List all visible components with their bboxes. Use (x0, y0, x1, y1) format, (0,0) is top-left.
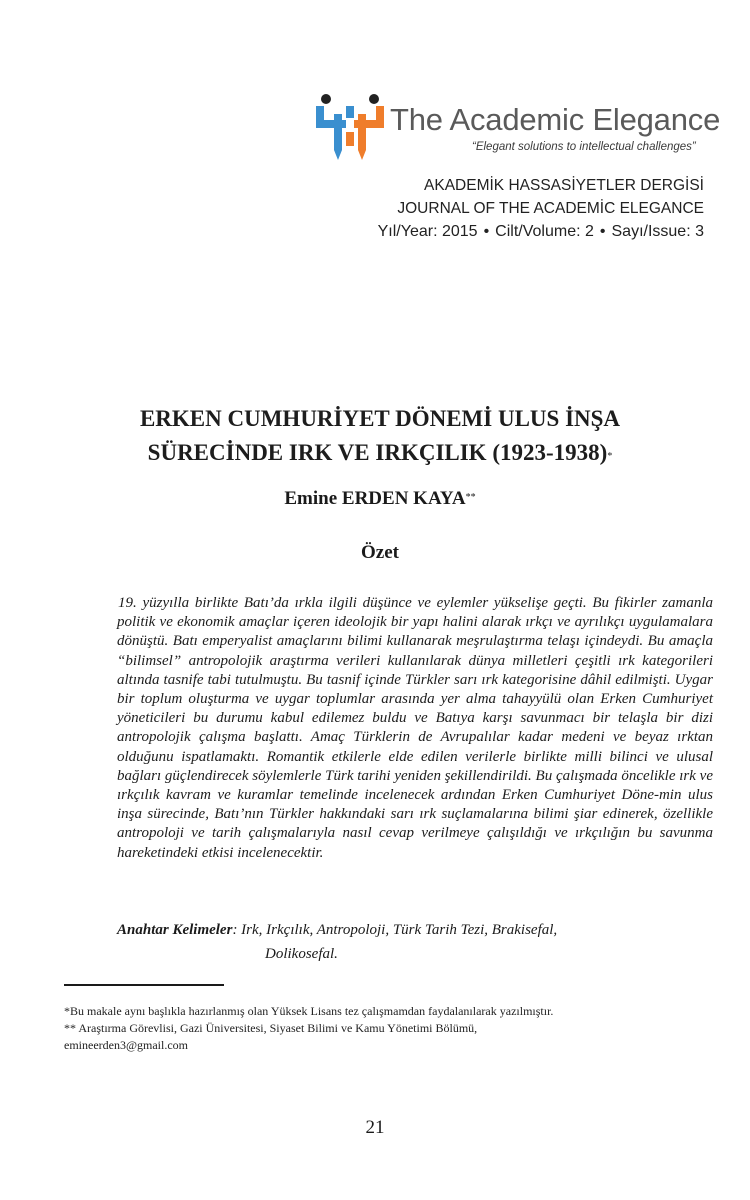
issue-label: Sayı/Issue: 3 (611, 223, 704, 240)
journal-logo (312, 92, 721, 172)
keywords-list-line-2: Dolikosefal. (265, 946, 338, 962)
journal-name-en: JOURNAL OF THE ACADEMİC ELEGANCE (397, 200, 704, 217)
article-title-line-1: ERKEN CUMHURİYET DÖNEMİ ULUS İNŞA (139, 406, 621, 431)
year-label: Yıl/Year: 2015 (377, 223, 478, 240)
article-title (60, 402, 700, 470)
author-name (60, 488, 700, 510)
footnote-2: ** Araştırma Görevlisi, Gazi Üniversitesi, Siyaset Bilimi ve Kamu Yönetimi Bölümü, (64, 1021, 478, 1035)
logo-title: The Academic Elegance (390, 102, 721, 137)
footnote-1: *Bu makale aynı başlıkla hazırlanmış olan Yüksek Lisans tez çalışmamdan faydalanılarak yazılmıştır. (64, 1004, 554, 1018)
separator: • (599, 223, 606, 240)
keywords-label: Anahtar Kelimeler (117, 922, 233, 938)
volume-label: Cilt/Volume: 2 (495, 223, 594, 240)
abstract-text: 19. yüzyılla birlikte Batı’da ırkla ilgili düşünce ve eylemler yükselişe geçti. Bu fikirler zamanla politik ve ekonomik amaçlar içeren ideolojik bir yapı halini alarak ırkçı ve ayrılıkçı uygulamalara dönüştü. Batı emperyalist amaçlarını bilimi kullanarak meşrulaştırma telaşı içindeydi. Bu amaçla “bilimsel” antropolojik araştırma verileri kullanılarak dünya milletleri çeşitli ırk kategorileri altında tasnife tabi tutulmuştu. Bu tasnif içinde Türkler sarı ırk kategorisine dâhil edilmişti. Uygar bir toplum oluşturma ve uygar toplumlar arasında yer alma tahayyülü olan Erken Cumhuriyet yöneticileri bu durumu kabul edilemez buldu ve Batıya karşı savunmacı bir telaşla bir dizi antropolojik çalışma başlattı. Amaç Türklerin de Avrupalılar kadar medeni ve beyaz ırktan olduğunu ispatlamaktı. Romantik etkilerle elde edilen verilerle birlikte milli bilinci ve ulusal bağları güçlendirecek söylemlerle Türk tarihi yeniden şekillendirildi. Bu çalışmada öncelikle ırk ve ırkçılık kavram ve kuramlar temelinde incelenecek ardından Erken Cumhuriyet Döne-min ulus inşa sürecinde, Batı’nın Türkler hakkındaki sarı ırk suçlamalarına bilimi şiar edinerek, özellikle antropoloji ve tarih çalışmalarıyla nasıl cevap verilmeye çalışıldığı ve ırkçılığın bu savunma hareketindeki etkisi incelenecektir. (117, 595, 713, 861)
journal-name-tr: AKADEMİK HASSASİYETLER DERGİSİ (424, 177, 704, 194)
abstract-heading: Özet (361, 542, 399, 563)
footnotes (64, 1003, 704, 1054)
page-number: 21 (365, 1117, 385, 1138)
footnote-divider (64, 984, 224, 986)
issue-line (378, 220, 704, 243)
footnote-email[interactable]: emineerden3@gmail.com (64, 1038, 189, 1052)
article-title-line-2 (60, 436, 700, 470)
keywords-list-line-1: : Irk, Irkçılık, Antropoloji, Türk Tarih Tezi, Brakisefal, (232, 922, 558, 938)
logo-mark-icon (312, 92, 388, 166)
author-name-text: Emine ERDEN KAYA (284, 488, 466, 509)
separator: • (483, 223, 490, 240)
author-footnote-mark[interactable]: ** (465, 492, 476, 503)
article-title-line-2-text: SÜRECİNDE IRK VE IRKÇILIK (1923-1938) (147, 440, 608, 465)
title-footnote-mark[interactable]: * (607, 451, 613, 462)
logo-tagline: “Elegant solutions to intellectual challenges” (472, 141, 696, 153)
journal-info (378, 174, 704, 243)
keywords (117, 918, 707, 966)
